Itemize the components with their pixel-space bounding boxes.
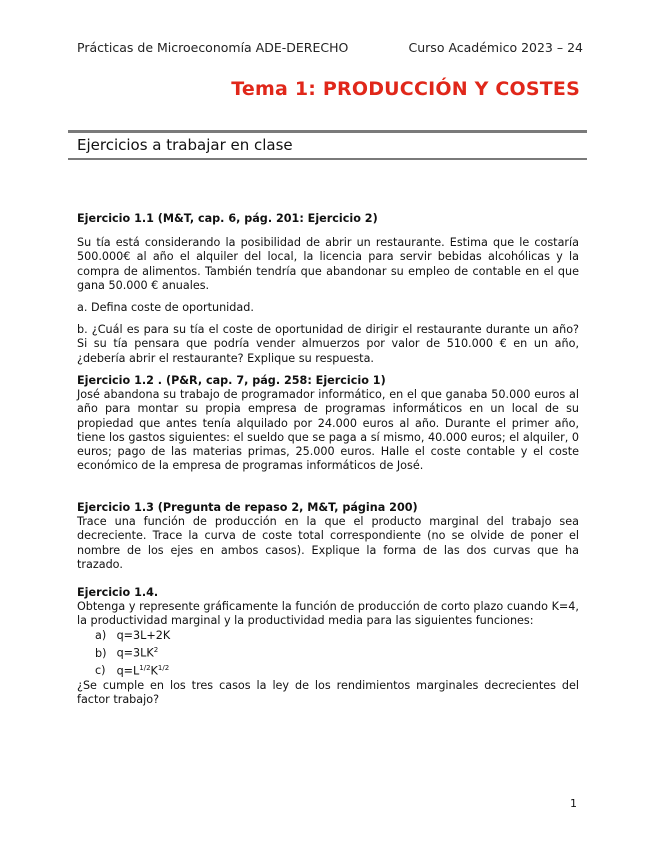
exercise-title: Ejercicio 1.1 (M&T, cap. 6, pág. 201: Ejercicio 2) [77, 212, 378, 225]
exercise-paragraph: Su tía está considerando la posibilidad de abrir un restaurante. Estima que le costaría 500.000€ al año el alquiler del local, la licencia para servir bebidas alcohólicas y la compra de alimentos. También tendría que abandonar su empleo de contable en el que gana 50.000 € anuales. [77, 236, 579, 292]
header-course: Prácticas de Microeconomía ADE-DERECHO [77, 40, 349, 55]
exercise-question: ¿Se cumple en los tres casos la ley de los rendimientos marginales decrecientes del factor trabajo? [77, 678, 579, 706]
section-heading: Ejercicios a trabajar en clase [77, 136, 293, 154]
function-list [95, 629, 579, 679]
exercise-paragraph: José abandona su trabajo de programador informático, en el que ganaba 50.000 euros al año para montar su propia empresa de programas informáticos en un local de su propiedad que antes tenía alquilado por 24.000 euros al año. Durante el primer año, tiene los gastos siguientes: el sueldo que se paga a sí mismo, 40.000 euros; el alquiler, 0 euros; pago de las materias primas, 25.000 euros. Halle el coste contable y el coste económico de la empresa de programas informáticos de José. [77, 388, 579, 473]
exercise-1-3 [77, 501, 579, 572]
exercise-1-4 [77, 586, 579, 707]
exercise-title: Ejercicio 1.4. [77, 586, 159, 599]
exercise-1-2 [77, 374, 579, 473]
section-rule-bottom [68, 158, 587, 160]
exercise-question-a: a. Defina coste de oportunidad. [77, 301, 254, 315]
exercise-1-1 [77, 212, 579, 366]
page-title: Tema 1: PRODUCCIÓN Y COSTES [231, 78, 580, 100]
list-item: c) $q=L^{1/2}K^{1/2}$ [95, 663, 170, 678]
exercise-paragraph: Obtenga y represente gráficamente la función de producción de corto plazo cuando K=4, la productividad marginal y la productividad media para las siguientes funciones: [77, 600, 579, 628]
exercise-title: Ejercicio 1.3 (Pregunta de repaso 2, M&T, página 200) [77, 501, 418, 514]
section-rule-top [68, 130, 587, 133]
list-item: b) $q=3LK^2$ [95, 645, 159, 660]
list-item: a) q=3L+2K [95, 628, 171, 642]
page-number: 1 [570, 797, 577, 810]
exercise-question-b: b. ¿Cuál es para su tía el coste de oportunidad de dirigir el restaurante durante un año? Si su tía pensara que podría vender almuerzos por valor de 510.000 € en un año, ¿debería abrir el restaurante? Explique su respuesta. [77, 323, 579, 365]
exercise-title: Ejercicio 1.2 . (P&R, cap. 7, pág. 258: Ejercicio 1) [77, 374, 386, 387]
header-year: Curso Académico 2023 – 24 [408, 40, 583, 55]
exercise-paragraph: Trace una función de producción en la que el producto marginal del trabajo sea decreciente. Trace la curva de coste total correspondiente (no se olvide de poner el nombre de los ejes en ambos casos). Explique la forma de las dos curvas que ha trazado. [77, 515, 579, 571]
